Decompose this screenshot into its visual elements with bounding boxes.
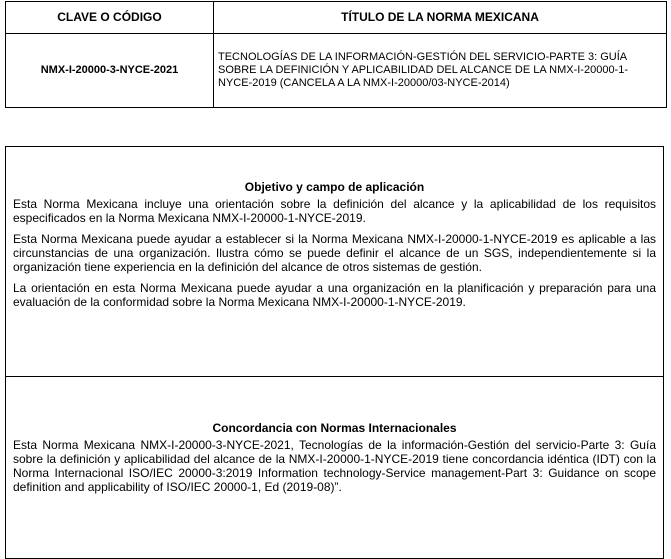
code-column-header: CLAVE O CÓDIGO	[6, 2, 214, 34]
concordance-heading: Concordancia con Normas Internacionales	[212, 421, 457, 435]
standard-header-table	[5, 1, 667, 108]
objective-paragraph-1: Esta Norma Mexicana incluye una orientación sobre la definición del alcance y la aplicabilidad de los requisitos especificados en la Norma Mexicana NMX-I-20000-1-NYCE-2019.	[13, 197, 656, 225]
concordance-section	[6, 378, 663, 558]
standard-code: NMX-I-20000-3-NYCE-2021	[6, 34, 214, 108]
standard-title: TECNOLOGÍAS DE LA INFORMACIÓN-GESTIÓN DEL SERVICIO-PARTE 3: GUÍA SOBRE LA DEFINICIÓN Y APLICABILIDAD DEL ALCANCE DE LA NMX-I-20000-1-NYCE-2019 (CANCELA A LA NMX-I-20000/03-NYCE-2014)	[214, 34, 667, 108]
objective-heading: Objetivo y campo de aplicación	[244, 180, 425, 194]
concordance-paragraph: Esta Norma Mexicana NMX-I-20000-3-NYCE-2021, Tecnologías de la información-Gestión del servicio-Parte 3: Guía sobre la definición y aplicabilidad del alcance de la NMX-I-20000-1-NYCE-2019 tiene concordancia idéntica (IDT) con la Norma Internacional ISO/IEC 20000-3:2019 Information technology-Service management-Part 3: Guidance on scope definition and applicability of ISO/IEC 20000-1, Ed (2019-08)”.	[13, 438, 656, 494]
objective-paragraph-3: La orientación en esta Norma Mexicana puede ayudar a una organización en la planificación y preparación para una evaluación de la conformidad sobre la Norma Mexicana NMX-I-20000-1-NYCE-2019.	[13, 281, 656, 309]
standard-row	[6, 34, 667, 108]
objective-section	[6, 147, 663, 377]
content-box	[5, 146, 664, 559]
title-column-header: TÍTULO DE LA NORMA MEXICANA	[214, 2, 667, 34]
objective-paragraph-2: Esta Norma Mexicana puede ayudar a establecer si la Norma Mexicana NMX-I-20000-1-NYCE-2019 es aplicable a las circunstancias de una organización. Ilustra cómo se puede definir el alcance de un SGS, independientemente si la organización tiene experiencia en la definición del alcance de otros sistemas de gestión.	[13, 232, 656, 274]
header-row	[6, 2, 667, 34]
